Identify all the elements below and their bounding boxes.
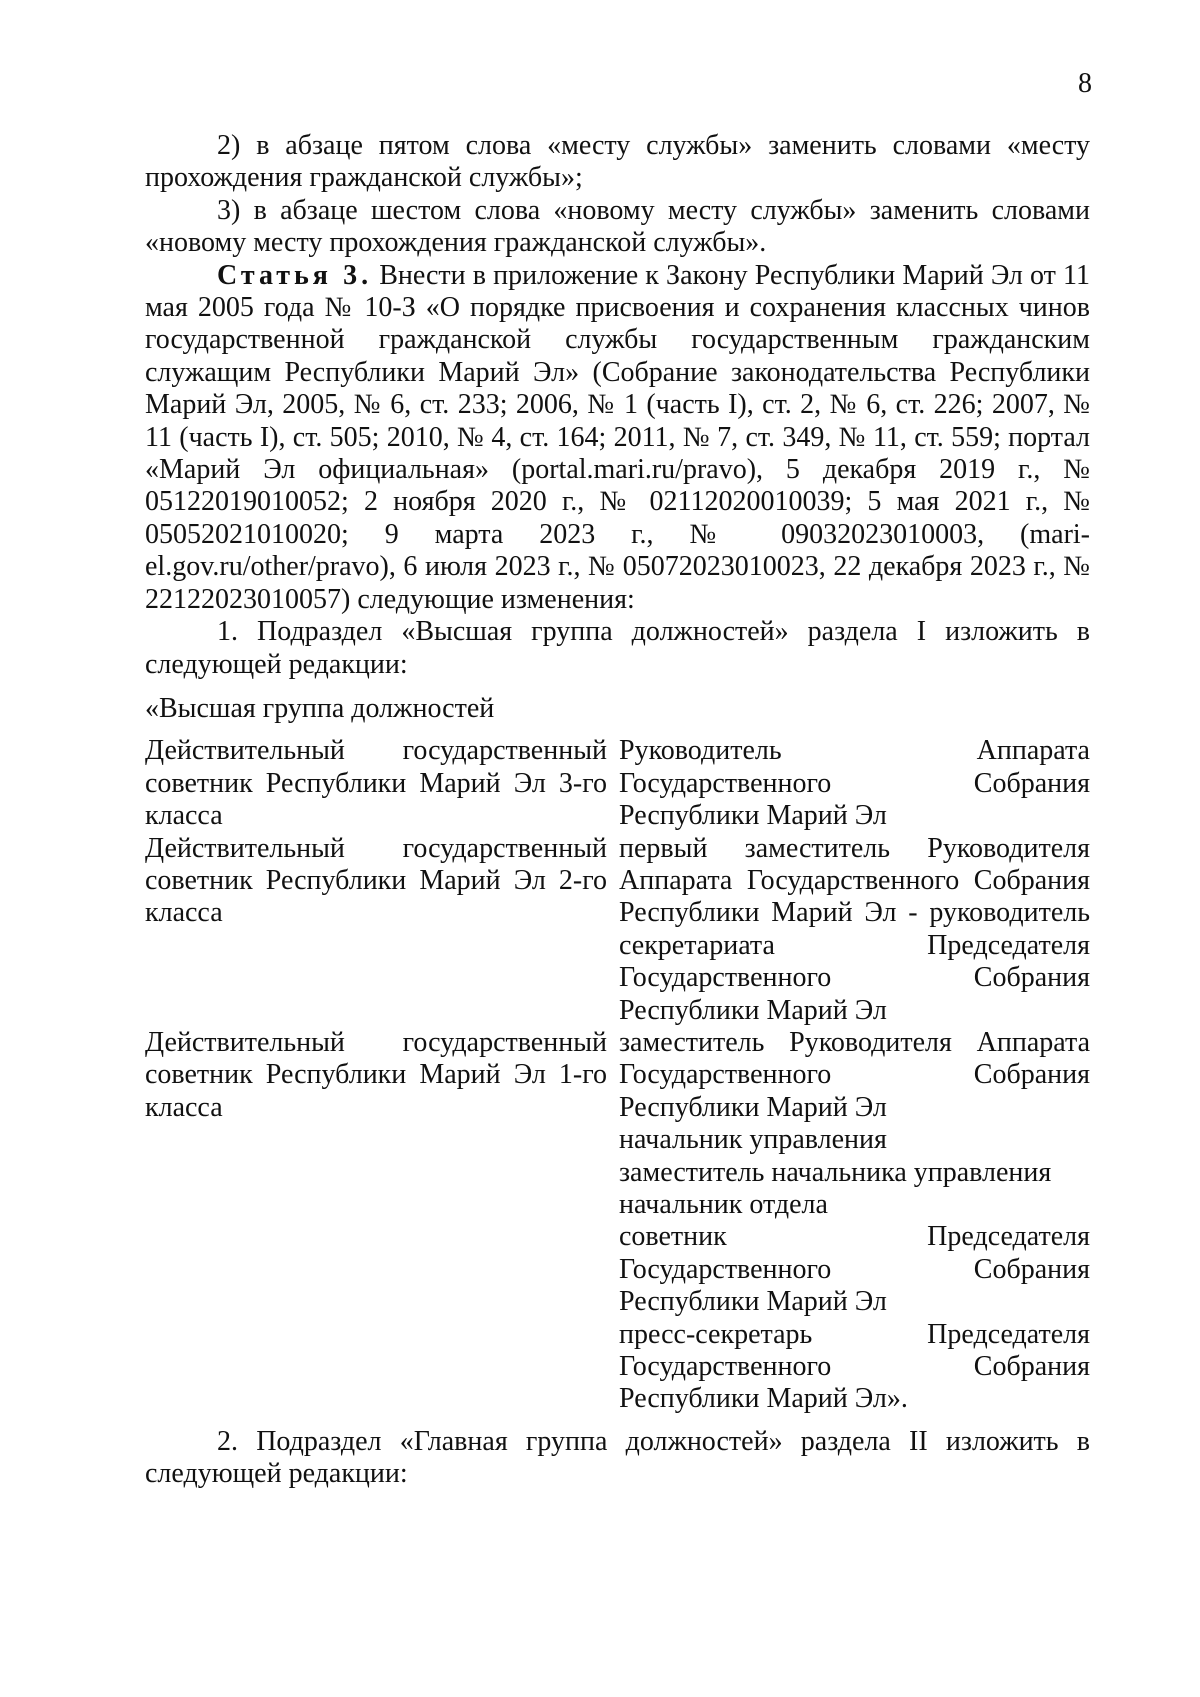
positions-cell [619, 833, 1090, 1027]
table-title: «Высшая группа должностей [145, 692, 495, 724]
article-label: Статья 3. [217, 259, 373, 291]
positions-cell [619, 735, 1090, 832]
table-row [145, 735, 1090, 832]
rank-cell [145, 735, 619, 832]
document-body [145, 130, 1090, 1491]
rank-text: Действительный государственный советник Республики Марий Эл 3-го класса [145, 735, 607, 832]
article-3-paragraph [145, 260, 1090, 616]
positions-cell [619, 1027, 1090, 1416]
article-3-text: Внести в приложение к Закону Республики Марий Эл от 11 мая 2005 года № 10-З «О порядке присвоения и сохранения классных чинов государственной гражданской службы государственным гражданским служащим Республики Марий Эл» (Собрание законодательства Республики Марий Эл, 2005, № 6, ст. 233; 2006, № 1 (часть I), ст. 2, № 6, ст. 226; 2007, № 11 (часть I), ст. 505; 2010, № 4, ст. 164; 2011, № 7, ст. 349, № 11, ст. 559; портал «Марий Эл официальная» (portal.mari.ru/pravo), 5 декабря 2019 г., № 05122019010052; 2 ноября 2020 г., № 02112020010039; 5 мая 2021 г., № 05052021010020; 9 марта 2023 г., № 09032023010003, (mari-el.gov.ru/other/pravo), 6 июля 2023 г., № 05072023010023, 22 декабря 2023 г., № 22122023010057) следующие изменения: [145, 259, 1090, 615]
amendment-1-paragraph: 1. Подраздел «Высшая группа должностей» раздела I изложить в следующей редакции: [145, 616, 1090, 680]
position-text: заместитель Руководителя Аппарата Государственного Собрания Республики Марий Эл [619, 1026, 1090, 1123]
position-text: первый заместитель Руководителя Аппарата Государственного Собрания Республики Марий Эл - руководитель секретариата Председателя Государственного Собрания Республики Марий Эл [619, 832, 1090, 1026]
rank-text: Действительный государственный советник Республики Марий Эл 1-го класса [145, 1026, 607, 1123]
position-text: пресс-секретарь Председателя Государственного Собрания Республики Марий Эл». [619, 1318, 1090, 1415]
table-row [145, 833, 1090, 1027]
table-row [145, 1027, 1090, 1416]
rank-cell [145, 833, 619, 1027]
page-number: 8 [1078, 68, 1092, 99]
position-text: советник Председателя Государственного Собрания Республики Марий Эл [619, 1221, 1090, 1318]
position-text: заместитель начальника управления [619, 1156, 1052, 1188]
rank-cell [145, 1027, 619, 1416]
position-text: начальник отдела [619, 1189, 828, 1220]
paragraph-item-2: 2) в абзаце пятом слова «месту службы» заменить словами «месту прохождения гражданской службы»; [145, 130, 1090, 194]
positions-table [145, 735, 1090, 1416]
paragraph-item-3: 3) в абзаце шестом слова «новому месту службы» заменить словами «новому месту прохождения гражданской службы». [145, 194, 1090, 259]
amendment-2-paragraph: 2. Подраздел «Главная группа должностей» раздела II изложить в следующей редакции: [145, 1425, 1090, 1490]
position-text: Руководитель Аппарата Государственного Собрания Республики Марий Эл [619, 735, 1090, 832]
rank-text: Действительный государственный советник Республики Марий Эл 2-го класса [145, 832, 607, 929]
position-text: начальник управления [619, 1124, 887, 1156]
